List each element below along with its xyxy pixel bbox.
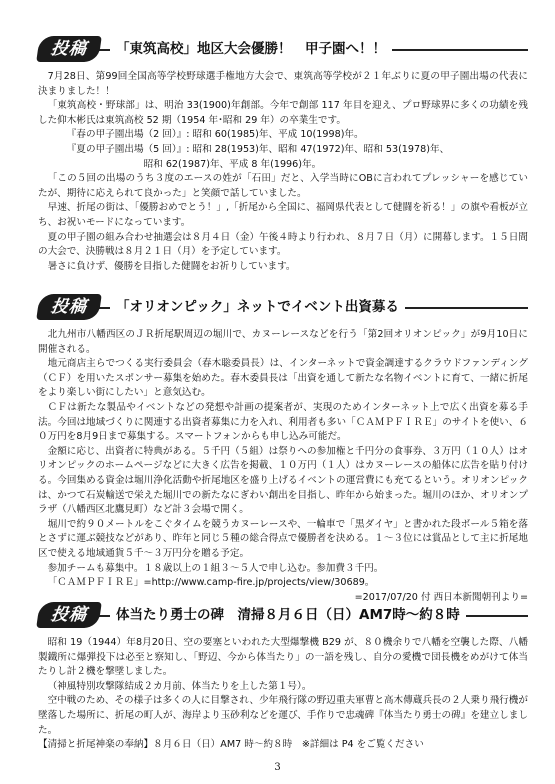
paragraph: 暑さに負けず、優勝を目指した健闘をお祈りしています。	[47, 260, 296, 272]
article-header	[38, 36, 528, 66]
page-number: 3	[274, 762, 281, 773]
paragraph: 昭和 62(1987)年、平成 8 年(1996)年。	[143, 158, 322, 170]
article-body	[38, 636, 528, 753]
paragraph: 空中戦のため、その様子は多くの人に目撃され、少年飛行隊の野辺重夫軍曹と高木傳蔵兵長の２人乗り飛行機が墜落した場所に、折尾の町人が、海岸より玉砂利などを運び、手作りで忠魂碑『体当たり勇士の碑』を建立しました。	[38, 695, 528, 736]
paragraph: 地元商店主らでつくる実行委員会（春木聡委員長）は、インターネットで資金調達するクラウドファンディング（ＣＦ）を用いたスポンサー募集を始めた。春木委員長は「出資を通して新たな名物イベントに育て、一緒に折尾をより楽しい街にしたい」と意気込む。	[38, 358, 528, 399]
paragraph: 7月28日、第99回全国高等学校野球選手権地方大会で、東筑高等学校が２１年ぶりに夏の甲子園出場の代表に決まりました！！	[38, 71, 528, 97]
paragraph: 『春の甲子園出場（2 回）』: 昭和 60(1985)年、平成 10(1998)年。	[66, 129, 364, 141]
contribution-badge: 投稿	[36, 36, 102, 62]
paragraph: ＣＦは新たな製品やイベントなどの発想や計画の提案者が、実現のためインターネット上で広く出資を募る手法。今回は地域づくりに関連する出資者募集に力を入れ、利用者も多い「ＣＡＭＰＦＩＲＥ」のサイトを使い、６０万円を8月9日まで募集する。スマートフォンからも申し込み可能だ。	[38, 401, 528, 443]
contribution-badge: 投稿	[36, 294, 102, 320]
paragraph: 金額に応じ、出資者に特典がある。５千円（５組）は祭りへの参加権と千円分の食事券、３万円（１０人）はオリオンピックのホームページなどに大きく広告を掲載、１０万円（１人）はカヌーレースの船体に広告を貼り付ける。今回集める資金は堀川浄化活動や折尾地区を盛り上げるイベントの運営費にも充てるという。オリオンピックは、かつて石炭輸送で栄えた堀川での新たなにぎわい創出を目指し、昨年から始まった。堀川のほか、オリオンプラザ（八幡西区北鷹見町）など計３会場で開く。	[38, 445, 528, 516]
paragraph: 堀川で約９０メートルをこぐタイムを競うカヌーレースや、一輪車で「黒ダイヤ」と書かれた段ボール５箱を落とさずに運ぶ競技などがあり、昨年と同じ５種の総合得点で優勝者を決める。１～３位には賞品として主に折尾地区で使える地域通貨５千～３万円分を贈る予定。	[38, 518, 528, 559]
paragraph: 夏の甲子園の組み合わせ抽選会は８月４日（金）午後４時より行われ、８月７日（月）に開幕します。１５日間の大会で、決勝戦は８月２１日（月）を予定しています。	[38, 231, 528, 258]
campfire-url: 「ＣＡＭＰＦＩＲＥ」=http://www.camp-fire.jp/projects/view/30689。	[47, 577, 375, 589]
paragraph: 【清掃と折尾神楽の奉納】８月６日（日）AM7 時～約８時 ※詳細は P4 をご覧ください	[38, 739, 424, 751]
paragraph: 「東筑高校・野球部」は、明治 33(1900)年創部。今年で創部 117 年目を迎え、プロ野球界に多くの功績を残した仰木彬氏は東筑高校 52 期（1954 年･昭和 29 年）の卒業生です。	[38, 100, 528, 126]
article-header	[38, 602, 528, 632]
article-memorial	[38, 602, 528, 753]
article-title: 「オリオンピック」ネットでイベント出資募る	[110, 297, 405, 317]
article-body	[38, 70, 528, 274]
paragraph: 昭和 19（1944）年8月20日、空の要塞といわれた大型爆撃機 B29 が、８０機余りで八幡を空襲した際、八幡製鐵所に爆弾投下は必至と察知し、「野辺、今から体当たり」の一語を残し、自分の愛機で団長機をめがけて体当たりし計２機を撃墜しました。	[38, 637, 528, 678]
paragraph: 『夏の甲子園出場（5 回）』: 昭和 28(1953)年、昭和 47(1972)年、昭和 53(1978)年、	[66, 143, 450, 155]
source-credit: =2017/07/20 付 西日本新聞朝刊より=	[354, 591, 528, 603]
article-header	[38, 294, 528, 324]
article-orionpic	[38, 294, 528, 605]
paragraph: 早速、折尾の街は、「優勝おめでとう！」,「折尾から全国に、福岡県代表として健闘を祈る！」の旗や看板が立ち、お祝いモードになっています。	[38, 202, 528, 228]
contribution-badge: 投稿	[36, 602, 102, 628]
article-title: 体当たり勇士の碑 清掃８月６日（日）AM7時～約８時	[110, 605, 466, 625]
paragraph: 北九州市八幡西区のＪＲ折尾駅周辺の堀川で、カヌーレースなどを行う「第2回オリオンピック」が9月10日に開催される。	[38, 329, 528, 355]
article-title: 「東筑高校」地区大会優勝！ 甲子園へ！！	[110, 39, 392, 59]
paragraph: 「この５回の出場のうち３度のエースの姓が「石田」だと、入学当時にOBに言われてプレッシャーを感じていたが、期待に応えられて良かった」と笑顔で話していました。	[38, 173, 528, 199]
article-body	[38, 328, 528, 605]
article-koshien	[38, 36, 528, 274]
paragraph: 参加チームも募集中。１８歳以上の１組３～５人で申し込む。参加費３千円。	[47, 562, 384, 574]
paragraph: （神風特別攻撃隊結成２カ月前、体当たりを上した第１号）。	[47, 680, 312, 692]
